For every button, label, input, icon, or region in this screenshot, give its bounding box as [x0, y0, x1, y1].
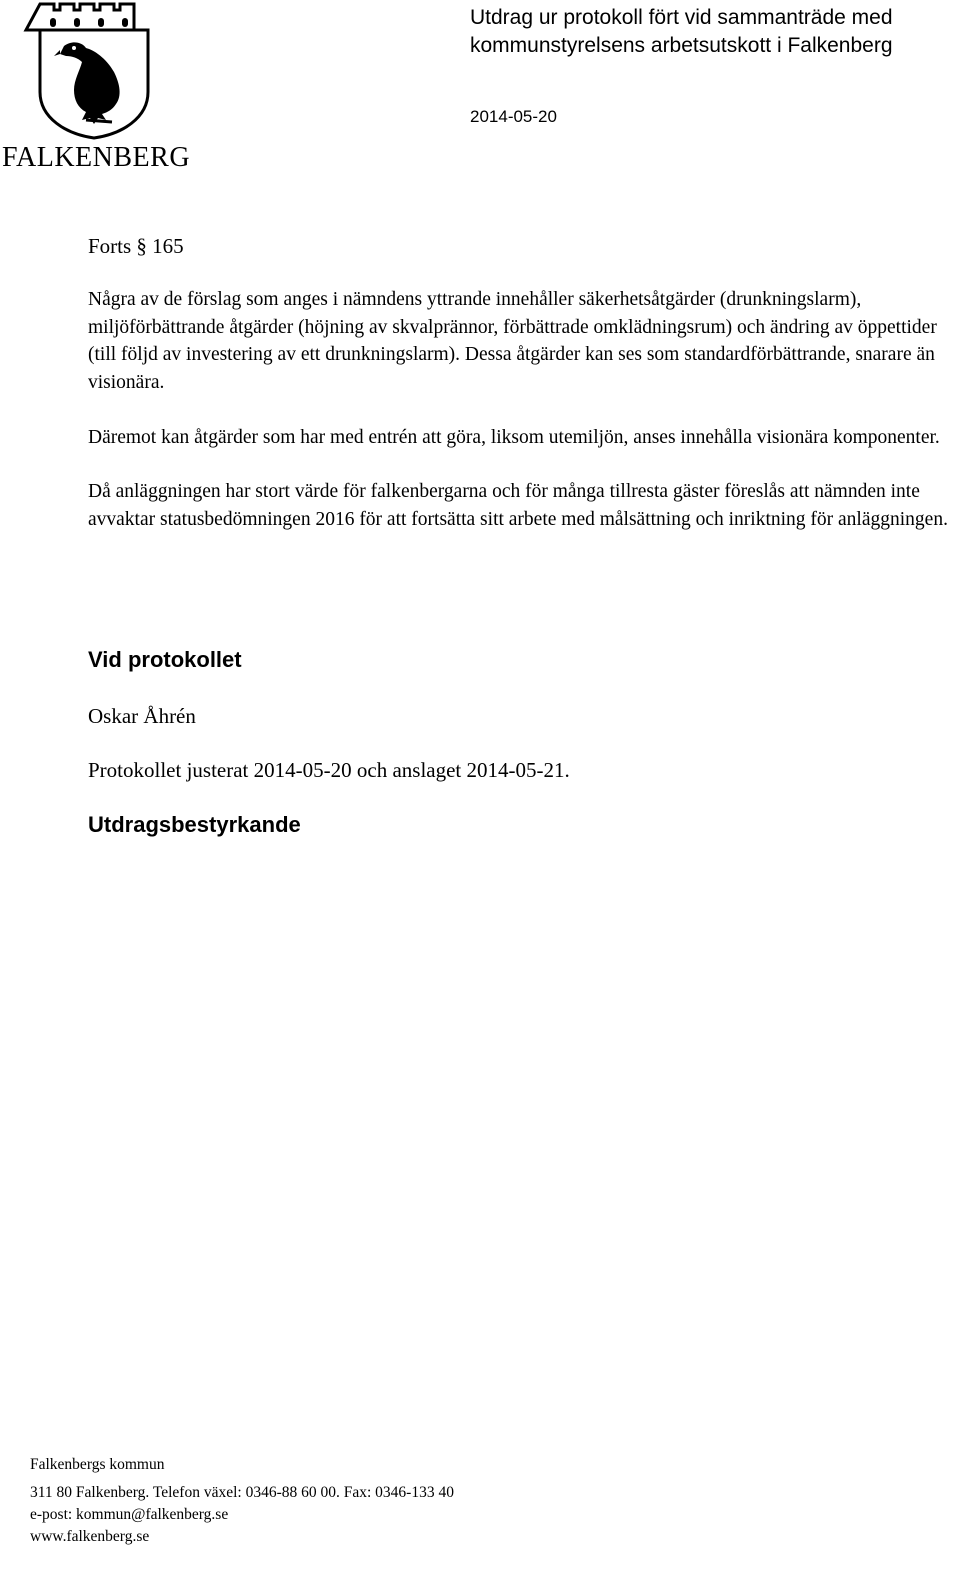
- paragraph-3: Då anläggningen har stort värde för falkenbergarna och för många tillresta gäster föreslås att nämnden inte avvaktar statusbedömningen 2016 för att fortsätta sitt arbete med målsättning och inriktning för anläggningen.: [88, 481, 948, 530]
- vid-protokollet-heading: Vid protokollet: [88, 647, 242, 672]
- footer-address: 311 80 Falkenberg. Telefon växel: 0346-88 60 00. Fax: 0346-133 40: [30, 1484, 454, 1501]
- signer-name: Oskar Åhrén: [88, 704, 196, 728]
- utdragsbestyrkande-heading: Utdragsbestyrkande: [88, 812, 301, 837]
- title-line-2: kommunstyrelsens arbetsutskott i Falkenberg: [470, 34, 893, 57]
- falcon-shield-icon: [2, 0, 177, 140]
- document-date: 2014-05-20: [470, 107, 557, 126]
- title-line-1: Utdrag ur protokoll fört vid sammanträde med: [470, 6, 893, 29]
- logo-wordmark: FALKENBERG: [2, 142, 191, 173]
- footer-email[interactable]: e-post: kommun@falkenberg.se: [30, 1506, 229, 1523]
- paragraph-2: Däremot kan åtgärder som har med entrén att göra, liksom utemiljön, anses innehålla visionära komponenter.: [88, 427, 940, 448]
- paragraph-1: Några av de förslag som anges i nämndens yttrande innehåller säkerhetsåtgärder (drunkningslarm), miljöförbättrande åtgärder (höjning av skvalprännor, förbättrade omklädningsrum) och ändring av öppettider (till följd av investering av ett drunkningslarm). Dessa åtgärder kan ses som standardförbättrande, snarare än visionära.: [88, 289, 937, 393]
- footer-website[interactable]: www.falkenberg.se: [30, 1528, 150, 1545]
- section-heading: Forts § 165: [88, 234, 184, 258]
- footer: [30, 1454, 630, 1548]
- justerat-note: Protokollet justerat 2014-05-20 och anslaget 2014-05-21.: [88, 758, 570, 782]
- document-title: [470, 4, 955, 60]
- footer-org: Falkenbergs kommun: [30, 1456, 165, 1473]
- coat-of-arms-logo: [2, 0, 191, 178]
